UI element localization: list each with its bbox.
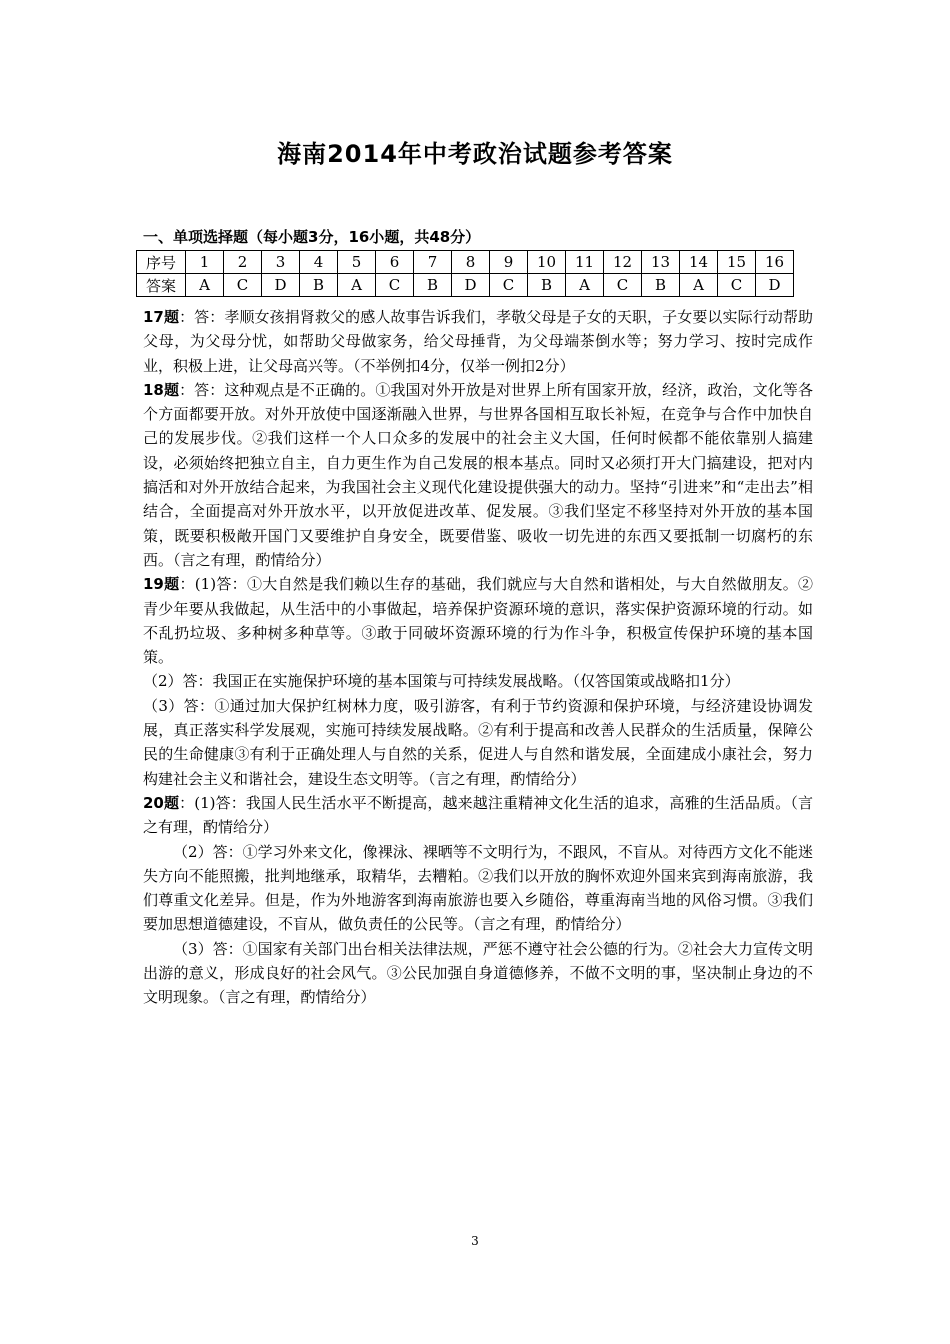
answer-cell: C — [490, 274, 528, 297]
row-label-number: 序号 — [137, 251, 186, 274]
question-number: 9 — [490, 251, 528, 274]
question-number: 8 — [452, 251, 490, 274]
row-label-answer: 答案 — [137, 274, 186, 297]
answer-20-part1 — [143, 791, 813, 840]
question-number: 6 — [376, 251, 414, 274]
answer-text: ：答：孝顺女孩捐肾救父的感人故事告诉我们，孝敬父母是子女的天职，子女要以实际行动帮助父母，为父母分忧，如帮助父母做家务，给父母捶背，为父母端茶倒水等；努力学习、按时完成作业，积极上进，让父母高兴等。（不举例扣4分，仅举一例扣2分） — [143, 308, 814, 375]
question-number: 10 — [528, 251, 566, 274]
answer-text: ：(1)答：我国人民生活水平不断提高，越来越注重精神文化生活的追求，高雅的生活品质。（言之有理，酌情给分） — [143, 793, 813, 837]
question-number: 5 — [338, 251, 376, 274]
answer-cell: D — [452, 274, 490, 297]
answer-19-part3: （3）答：①通过加大保护红树林力度，吸引游客，有利于节约资源和保护环境，与经济建设协调发展，真正落实科学发展观，实施可持续发展战略。②有利于提高和改善人民群众的生活质量，保障公民的生命健康③有利于正确处理人与自然的关系，促进人与自然和谐发展，全面建成小康社会，努力构建社会主义和谐社会，建设生态文明等。（言之有理，酌情给分） — [143, 696, 813, 788]
answer-text: ：(1)答：①大自然是我们赖以生存的基础，我们就应与大自然和谐相处，与大自然做朋友。②青少年要从我做起，从生活中的小事做起，培养保护资源环境的意识，落实保护资源环境的行动。如不乱扔垃圾、多种树多种草等。③敢于同破坏资源环境的行为作斗争，积极宣传保护环境的基本国策。 — [143, 575, 813, 667]
answer-18 — [143, 378, 813, 572]
answer-cell: D — [262, 274, 300, 297]
answer-19-part1 — [143, 572, 813, 669]
question-number: 13 — [642, 251, 680, 274]
question-label: 17题 — [143, 308, 180, 326]
answer-key-table — [136, 250, 794, 297]
answer-cell: D — [756, 274, 794, 297]
table-row-answers — [137, 274, 794, 297]
answer-text: ：答：这种观点是不正确的。①我国对外开放是对世界上所有国家开放，经济，政治，文化等各个方面都要开放。对外开放使中国逐渐融入世界，与世界各国相互取长补短，在竞争与合作中加快自己的发展步伐。②我们这样一个人口众多的发展中的社会主义大国，任何时候都不能依靠别人搞建设，必须始终把独立自主，自力更生作为自己发展的根本基点。同时又必须打开大门搞建设，把对内搞活和对外开放结合起来，为我国社会主义现代化建设提供强大的动力。坚持“引进来”和“走出去”相结合，全面提高对外开放水平，以开放促进改革、促发展。③我们坚定不移坚持对外开放的基本国策，既要积极敞开国门又要维护自身安全，既要借鉴、吸收一切先进的东西又要抵制一切腐朽的东西。（言之有理，酌情给分） — [143, 380, 814, 569]
answer-20-part2: （2）答：①学习外来文化，像裸泳、裸晒等不文明行为，不跟风，不盲从。对待西方文化不能迷失方向不能照搬，批判地继承，取精华，去糟粕。②我们以开放的胸怀欢迎外国来宾到海南旅游，我们尊重文化差异。但是，作为外地游客到海南旅游也要入乡随俗，尊重海南当地的风俗习惯。③我们要加思想道德建设，不盲从，做负责任的公民等。（言之有理，酌情给分） — [143, 842, 813, 934]
answer-cell: B — [528, 274, 566, 297]
answer-cell: B — [414, 274, 452, 297]
question-number: 3 — [262, 251, 300, 274]
answer-cell: C — [604, 274, 642, 297]
page-number: 3 — [471, 1234, 479, 1248]
question-number: 2 — [224, 251, 262, 274]
answer-cell: C — [718, 274, 756, 297]
answer-cell: A — [186, 274, 224, 297]
question-number: 4 — [300, 251, 338, 274]
question-label: 18题 — [143, 380, 180, 399]
answer-20-part3: （3）答：①国家有关部门出台相关法律法规，严惩不遵守社会公德的行为。②社会大力宣传文明出游的意义，形成良好的社会风气。③公民加强自身道德修养，不做不文明的事，坚决制止身边的不文明现象。（言之有理，酌情给分） — [143, 939, 813, 1007]
answer-cell: B — [300, 274, 338, 297]
answer-cell: A — [338, 274, 376, 297]
answer-cell: C — [376, 274, 414, 297]
question-number: 12 — [604, 251, 642, 274]
question-label: 19题 — [143, 575, 180, 594]
question-label: 20题 — [143, 793, 180, 812]
answer-cell: B — [642, 274, 680, 297]
answer-cell: A — [680, 274, 718, 297]
question-number: 16 — [756, 251, 794, 274]
question-number: 11 — [566, 251, 604, 274]
answer-cell: C — [224, 274, 262, 297]
answer-body — [143, 305, 813, 1010]
table-row-numbers — [137, 251, 794, 274]
section-heading-multiple-choice: 一、单项选择题（每小题3分，16小题，共48分） — [143, 228, 481, 246]
answer-17 — [143, 305, 813, 378]
answer-19-part2: （2）答：我国正在实施保护环境的基本国策与可持续发展战略。（仅答国策或战略扣1分） — [143, 672, 740, 691]
page-title: 海南2014年中考政治试题参考答案 — [277, 140, 673, 168]
question-number: 15 — [718, 251, 756, 274]
question-number: 7 — [414, 251, 452, 274]
question-number: 1 — [186, 251, 224, 274]
question-number: 14 — [680, 251, 718, 274]
answer-cell: A — [566, 274, 604, 297]
